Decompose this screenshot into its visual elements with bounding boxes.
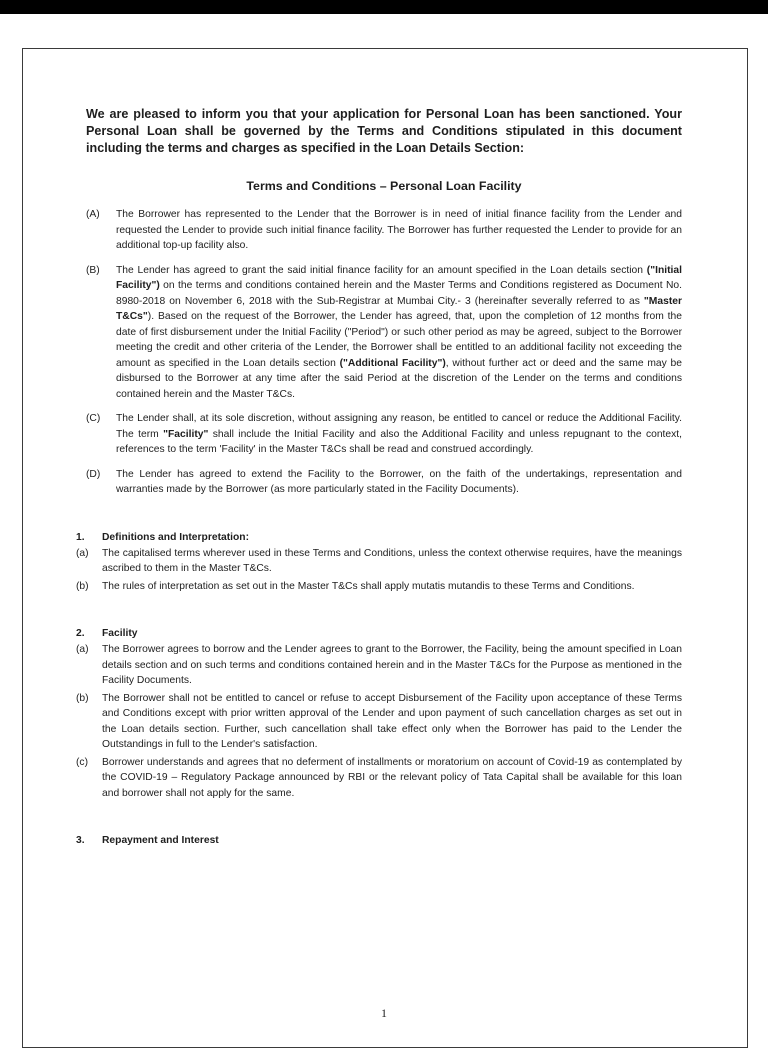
document-title: Terms and Conditions – Personal Loan Facility: [246, 179, 522, 193]
defined-term: ("Initial Facility"): [116, 264, 682, 291]
recitals: [86, 207, 682, 498]
recital-a: [86, 207, 682, 254]
item-text: The Borrower shall not be entitled to cancel or refuse to accept Disbursement of the Facility upon acceptance of these Terms and Conditions except with prior written approval of the Lender and upon payment of such cancellation charges as set out in the Loan details section. Further, such cancellation shall take effect only when the Borrower has paid to the Lender the Outstandings in full to the Lender's satisfaction.: [102, 692, 682, 750]
item-label: (a): [76, 644, 89, 655]
item-text: The rules of interpretation as set out in the Master T&Cs shall apply mutatis mutandis to these Terms and Conditions.: [102, 580, 635, 592]
intro-paragraph: We are pleased to inform you that your application for Personal Loan has been sanctioned. Your Personal Loan shall be governed by the Terms and Conditions stipulated in this document including the terms and charges as specified in the Loan Details Section:: [86, 107, 682, 155]
recital-text-part: The Lender has agreed to grant the said initial finance facility for an amount specified in the Loan details section: [116, 264, 647, 276]
recital-text: The Lender has agreed to extend the Facility to the Borrower, on the faith of the undertakings, representation and warranties made by the Borrower (as more particularly stated in the Facility Documents).: [116, 468, 682, 495]
recital-text-part: shall include the Initial Facility and also the Additional Facility and unless repugnant to the context, references to the term 'Facility' in the Master T&Cs shall be read and construed accordingly.: [116, 428, 683, 455]
recital-text-part: , without further act or deed and the same may be disbursed to the Borrower at any time after the said Period at the discretion of the Lender on the terms and conditions contained herein and the Master T&Cs.: [116, 357, 683, 400]
item-label: (a): [76, 547, 89, 559]
section-heading: [76, 628, 682, 639]
section-item: [76, 579, 682, 595]
section-definitions: [76, 531, 682, 595]
recital-d: [86, 467, 682, 498]
section-item: [76, 546, 682, 577]
item-text: The Borrower agrees to borrow and the Lender agrees to grant to the Borrower, the Facility, being the amount specified in Loan details section and on such terms and conditions contained herein and in the Master T&Cs for the Purpose as mentioned in the Facility Documents.: [102, 644, 682, 686]
recital-text: [116, 263, 682, 403]
recital-label: (B): [86, 264, 100, 276]
item-label: (c): [76, 756, 89, 768]
recital-text: The Borrower has represented to the Lender that the Borrower is in need of initial finance facility from the Lender and requested the Lender to provide such initial finance facility. The Borrower has further requested the Lender to provide for an additional top-up facility also.: [116, 209, 682, 251]
item-text: The capitalised terms wherever used in these Terms and Conditions, unless the context otherwise requires, have the meanings ascribed to them in the Master T&Cs.: [102, 547, 682, 574]
recital-label: (A): [86, 209, 100, 220]
recital-b: [86, 263, 682, 403]
recital-text: [116, 411, 682, 458]
item-label: (b): [76, 580, 89, 592]
document-body: [76, 106, 683, 849]
section-title: Facility: [102, 628, 138, 639]
section-item: [76, 691, 682, 753]
section-heading: [76, 835, 682, 846]
item-label: (b): [76, 692, 89, 704]
page-number: 1: [381, 1006, 387, 1020]
section-item: [76, 755, 682, 802]
section-item: [76, 642, 682, 689]
defined-term: ("Additional Facility"): [339, 357, 446, 369]
recital-text-part: on the terms and conditions contained herein and the Master Terms and Conditions registered as Document No. 8980-2018 on November 6, 2018 with the Sub-Registrar at Mumbai City.- 3 (hereinafter severally referred to as: [116, 280, 682, 307]
recital-text-part: ). Based on the request of the Borrower, the Lender has agreed, that, upon the completion of 12 months from the date of first disbursement under the Initial Facility ("Period") or such other period as may be agreed, subject to the Borrower meeting the credit and other criteria of the Lender, the Borrower shall be entitled to an additional facility not exceeding the amount as specified in the Loan details section: [116, 311, 682, 369]
defined-term: "Facility": [163, 428, 209, 440]
recital-label: (D): [86, 468, 101, 480]
recital-text-part: The Lender shall, at its sole discretion, without assigning any reason, be entitled to cancel or reduce the Additional Facility. The term: [116, 413, 682, 440]
section-heading: [76, 532, 682, 543]
section-title: Repayment and Interest: [102, 835, 219, 846]
section-number: 1.: [76, 531, 85, 543]
section-number: 2.: [76, 628, 85, 639]
recital-label: (C): [86, 413, 101, 424]
section-facility: [76, 628, 682, 801]
item-text: Borrower understands and agrees that no deferment of installments or moratorium on account of Covid-19 as contemplated by the COVID-19 – Regulatory Package announced by RBI or the relevant policy of Tata Capital shall be available for this loan and borrower shall not apply for the same.: [102, 756, 682, 799]
recital-c: [86, 411, 682, 458]
section-number: 3.: [76, 835, 85, 846]
defined-term: "Master T&Cs": [116, 295, 682, 322]
section-title: Definitions and Interpretation:: [102, 531, 250, 543]
section-repayment: [76, 835, 682, 846]
scan-top-edge: [0, 0, 768, 14]
